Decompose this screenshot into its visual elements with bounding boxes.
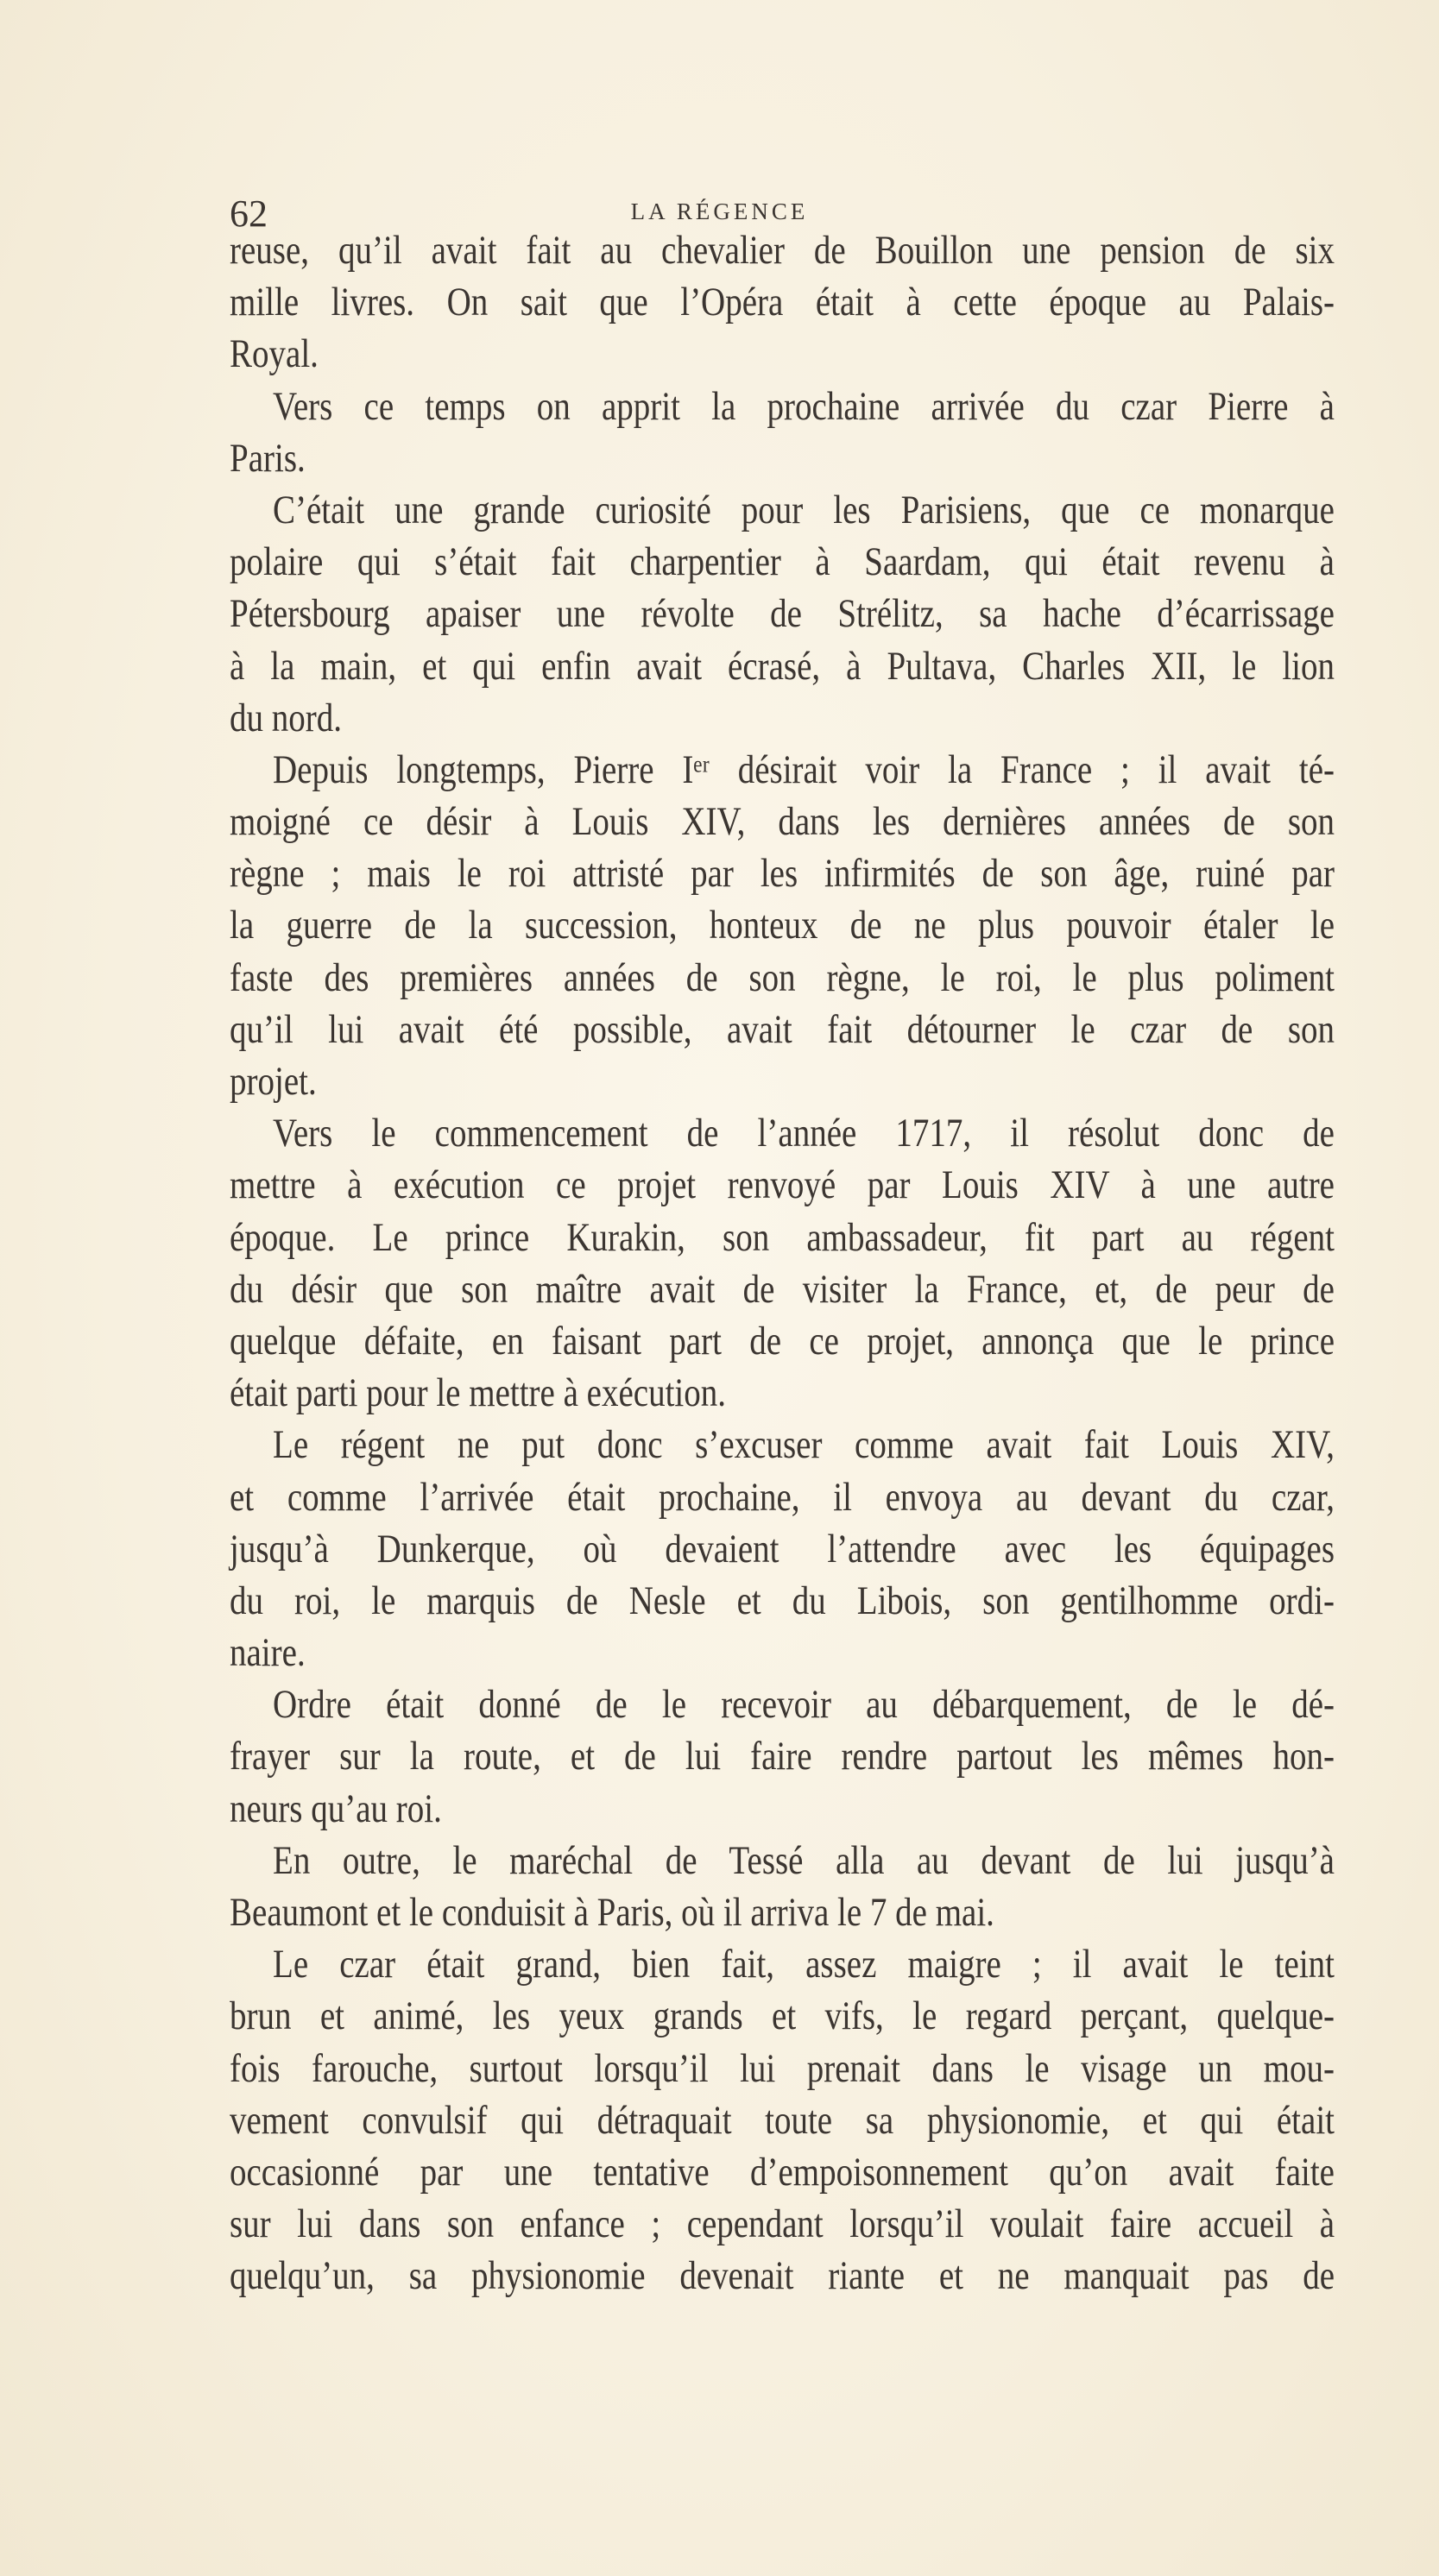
text-line: faste des premières années de son règne, le roi, le plus poliment	[230, 955, 1335, 1000]
body-text	[230, 226, 1335, 2304]
text-line: naire.	[230, 1631, 306, 1675]
text-line: Vers ce temps on apprit la prochaine arrivée du czar Pierre à	[273, 384, 1335, 429]
text-line: mille livres. On sait que l’Opéra était à cette époque au Palais-	[230, 280, 1335, 324]
text-line: du nord.	[230, 696, 342, 740]
text-line: projet.	[230, 1059, 317, 1104]
text-line: Depuis longtemps, Pierre Iᵉʳ désirait voir la France ; il avait té-	[273, 747, 1335, 792]
text-line: du désir que son maître avait de visiter la France, et, de peur de	[230, 1267, 1335, 1312]
text-line: règne ; mais le roi attristé par les infirmités de son âge, ruiné par	[230, 852, 1335, 896]
text-line: fois farouche, surtout lorsqu’il lui prenait dans le visage un mou-	[230, 2046, 1335, 2091]
text-line: quelque défaite, en faisant part de ce projet, annonça que le prince	[230, 1319, 1335, 1364]
text-line: et comme l’arrivée était prochaine, il envoya au devant du czar,	[230, 1475, 1335, 1520]
text-line: qu’il lui avait été possible, avait fait détourner le czar de son	[230, 1007, 1335, 1052]
text-line: vement convulsif qui détraquait toute sa physionomie, et qui était	[230, 2098, 1335, 2143]
text-line: Royal.	[230, 332, 319, 377]
text-line: reuse, qu’il avait fait au chevalier de Bouillon une pension de six	[230, 228, 1335, 273]
text-line: moigné ce désir à Louis XIV, dans les dernières années de son	[230, 800, 1335, 844]
text-line: sur lui dans son enfance ; cependant lorsqu’il voulait faire accueil à	[230, 2202, 1335, 2246]
text-line: En outre, le maréchal de Tessé alla au devant de lui jusqu’à	[273, 1838, 1335, 1883]
text-line: occasionné par une tentative d’empoisonnement qu’on avait faite	[230, 2150, 1335, 2195]
text-line: époque. Le prince Kurakin, son ambassadeur, fit part au régent	[230, 1215, 1335, 1260]
text-line: Ordre était donné de le recevoir au débarquement, de le dé-	[273, 1683, 1335, 1727]
text-line: Paris.	[230, 436, 306, 481]
text-line: quelqu’un, sa physionomie devenait riante et ne manquait pas de	[230, 2254, 1335, 2298]
text-line: brun et animé, les yeux grands et vifs, le regard perçant, quelque-	[230, 1994, 1335, 2039]
text-line: Beaumont et le conduisit à Paris, où il arriva le 7 de mai.	[230, 1890, 994, 1935]
text-line: C’était une grande curiosité pour les Parisiens, que ce monarque	[273, 488, 1335, 532]
text-line: Le régent ne put donc s’excuser comme avait fait Louis XIV,	[273, 1423, 1335, 1467]
text-line: Vers le commencement de l’année 1717, il résolut donc de	[273, 1112, 1335, 1156]
text-line: mettre à exécution ce projet renvoyé par Louis XIV à une autre	[230, 1163, 1335, 1208]
text-line: était parti pour le mettre à exécution.	[230, 1371, 727, 1415]
text-line: frayer sur la route, et de lui faire rendre partout les mêmes hon-	[230, 1735, 1335, 1779]
text-line: la guerre de la succession, honteux de ne plus pouvoir étaler le	[230, 904, 1335, 948]
page-number: 62	[230, 192, 268, 235]
running-title: LA RÉGENCE	[630, 198, 809, 224]
text-line: à la main, et qui enfin avait écrasé, à Pultava, Charles XII, le lion	[230, 644, 1335, 689]
text-line: polaire qui s’était fait charpentier à Saardam, qui était revenu à	[230, 540, 1335, 584]
text-line: jusqu’à Dunkerque, où devaient l’attendre avec les équipages	[230, 1527, 1335, 1571]
text-line: Le czar était grand, bien fait, assez maigre ; il avait le teint	[273, 1943, 1335, 1987]
text-line: neurs qu’au roi.	[230, 1786, 442, 1831]
text-line: du roi, le marquis de Nesle et du Libois, son gentilhomme ordi-	[230, 1578, 1335, 1623]
text-line: Pétersbourg apaiser une révolte de Strélitz, sa hache d’écarrissage	[230, 592, 1335, 636]
